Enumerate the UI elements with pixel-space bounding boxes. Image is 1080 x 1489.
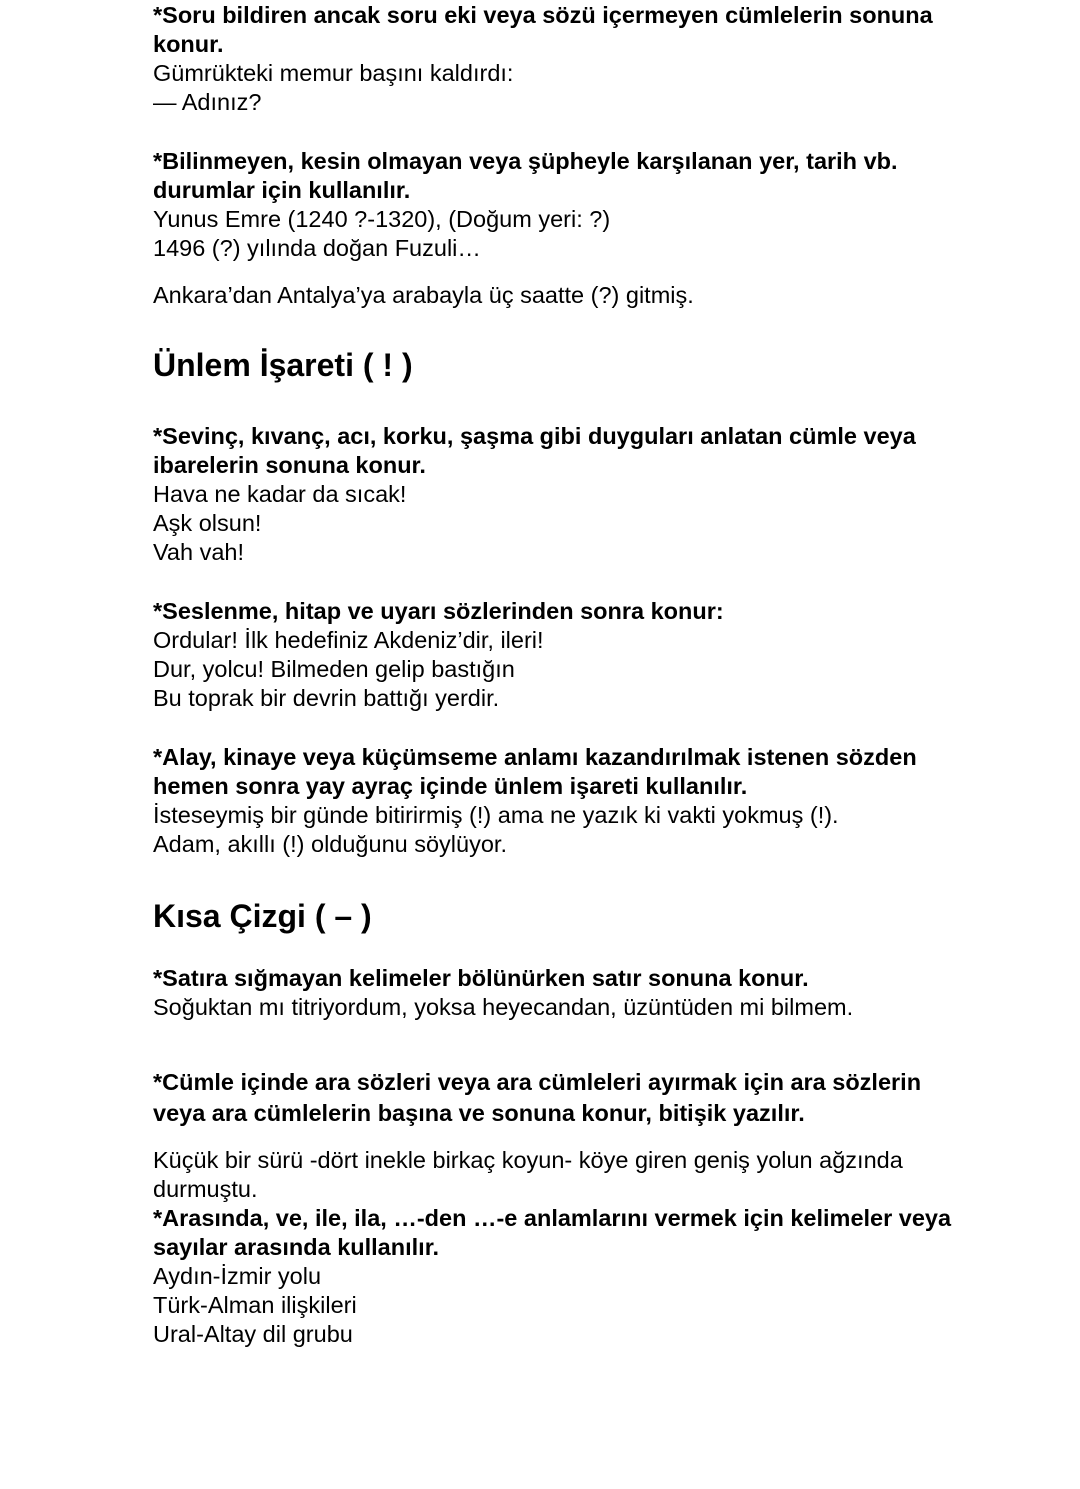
section-heading-exclamation: Ünlem İşareti ( ! ) bbox=[153, 347, 413, 383]
example-text: Soğuktan mı titriyordum, yoksa heyecandan, üzüntüden mi bilmem. bbox=[153, 994, 854, 1020]
rule-text: hemen sonra yay ayraç içinde ünlem işareti kullanılır. bbox=[153, 773, 748, 799]
rule-text: *Sevinç, kıvanç, acı, korku, şaşma gibi duyguları anlatan cümle veya bbox=[153, 423, 916, 449]
example-text: Gümrükteki memur başını kaldırdı: bbox=[153, 60, 514, 86]
rule-text: veya ara cümlelerin başına ve sonuna konur, bitişik yazılır. bbox=[153, 1100, 805, 1126]
example-text: durmuştu. bbox=[153, 1176, 258, 1202]
rule-text: *Alay, kinaye veya küçümseme anlamı kazandırılmak istenen sözden bbox=[153, 744, 917, 770]
example-text: Dur, yolcu! Bilmeden gelip bastığın bbox=[153, 656, 515, 682]
example-text: Küçük bir sürü -dört inekle birkaç koyun- köye giren geniş yolun ağzında bbox=[153, 1147, 903, 1173]
example-text: — Adınız? bbox=[153, 89, 262, 115]
rule-text: *Seslenme, hitap ve uyarı sözlerinden sonra konur: bbox=[153, 598, 724, 624]
rule-text: *Satıra sığmayan kelimeler bölünürken satır sonuna konur. bbox=[153, 965, 809, 991]
rule-text: ibarelerin sonuna konur. bbox=[153, 452, 426, 478]
example-text: Ankara’dan Antalya’ya arabayla üç saatte (?) gitmiş. bbox=[153, 282, 694, 308]
example-text: Aydın-İzmir yolu bbox=[153, 1263, 322, 1289]
section-heading-dash: Kısa Çizgi ( – ) bbox=[153, 898, 372, 934]
rule-text: durumlar için kullanılır. bbox=[153, 177, 411, 203]
rule-text: *Arasında, ve, ile, ila, …-den …-e anlamlarını vermek için kelimeler veya bbox=[153, 1205, 952, 1231]
example-text: Bu toprak bir devrin battığı yerdir. bbox=[153, 685, 500, 711]
example-text: 1496 (?) yılında doğan Fuzuli… bbox=[153, 235, 481, 261]
example-text: Ordular! İlk hedefiniz Akdeniz’dir, ileri! bbox=[153, 627, 544, 653]
rule-text: sayılar arasında kullanılır. bbox=[153, 1234, 440, 1260]
rule-text: *Soru bildiren ancak soru eki veya sözü içermeyen cümlelerin sonuna bbox=[153, 2, 933, 28]
rule-text: konur. bbox=[153, 31, 224, 57]
example-text: Hava ne kadar da sıcak! bbox=[153, 481, 407, 507]
example-text: Yunus Emre (1240 ?-1320), (Doğum yeri: ?) bbox=[153, 206, 611, 232]
example-text: Adam, akıllı (!) olduğunu söylüyor. bbox=[153, 831, 507, 857]
example-text: Aşk olsun! bbox=[153, 510, 262, 536]
example-text: İsteseymiş bir günde bitirirmiş (!) ama ne yazık ki vakti yokmuş (!). bbox=[153, 802, 839, 828]
example-text: Vah vah! bbox=[153, 539, 245, 565]
example-text: Ural-Altay dil grubu bbox=[153, 1321, 353, 1347]
rule-text: *Bilinmeyen, kesin olmayan veya şüpheyle karşılanan yer, tarih vb. bbox=[153, 148, 898, 174]
example-text: Türk-Alman ilişkileri bbox=[153, 1292, 357, 1318]
rule-text: *Cümle içinde ara sözleri veya ara cümleleri ayırmak için ara sözlerin bbox=[153, 1069, 922, 1095]
